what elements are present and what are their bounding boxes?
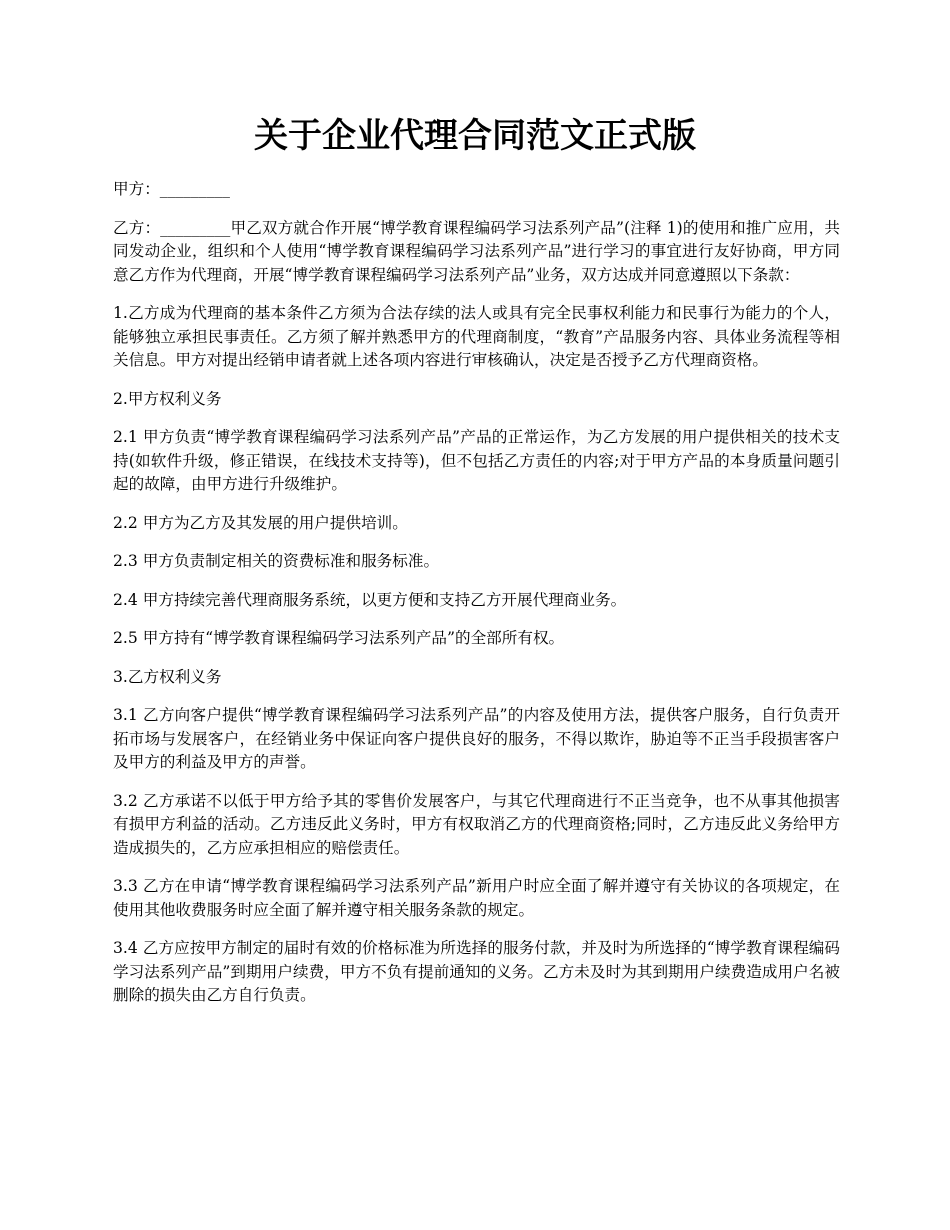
clause-2-4-paragraph: 2.4 甲方持续完善代理商服务系统，以更方便和支持乙方开展代理商业务。 xyxy=(113,590,627,609)
clause-2-5-paragraph: 2.5 甲方持有“博学教育课程编码学习法系列产品”的全部所有权。 xyxy=(113,629,565,647)
party-a-line: 甲方：_________ xyxy=(113,180,230,198)
section-2-heading: 2.甲方权利义务 xyxy=(113,389,222,408)
section-3-heading: 3.乙方权利义务 xyxy=(113,667,222,686)
clause-2-1-paragraph: 2.1 甲方负责“博学教育课程编码学习法系列产品”产品的正常运作，为乙方发展的用户提供相关的技术支持(如软件升级，修正错误，在线技术支持等)，但不包括乙方责任的内容;对于甲方产品的本身质量问题引起的故障，由甲方进行升级维护。 xyxy=(113,428,840,493)
clause-1-paragraph: 1.乙方成为代理商的基本条件乙方须为合法存续的法人或具有完全民事权利能力和民事行为能力的个人，能够独立承担民事责任。乙方须了解并熟悉甲方的代理商制度，“教育”产品服务内容、具体业务流程等相关信息。甲方对提出经销申请者就上述各项内容进行审核确认，决定是否授予乙方代理商资格。 xyxy=(113,304,840,369)
clause-3-2-paragraph: 3.2 乙方承诺不以低于甲方给予其的零售价发展客户，与其它代理商进行不正当竞争，也不从事其他损害有损甲方利益的活动。乙方违反此义务时，甲方有权取消乙方的代理商资格;同时，乙方违反此义务给甲方造成损失的，乙方应承担相应的赔偿责任。 xyxy=(113,791,840,857)
clause-2-3-paragraph: 2.3 甲方负责制定相关的资费标准和服务标准。 xyxy=(113,552,440,570)
clause-3-4-paragraph: 3.4 乙方应按甲方制定的届时有效的价格标准为所选择的服务付款，并及时为所选择的“博学教育课程编码学习法系列产品”到期用户续费，甲方不负有提前通知的义务。乙方未及时为其到期用户续费造成用户名被删除的损失由乙方自行负责。 xyxy=(113,939,840,1004)
document-title: 关于企业代理合同范文正式版 xyxy=(254,116,696,156)
document-body xyxy=(113,178,840,1023)
clause-2-2-paragraph: 2.2 甲方为乙方及其发展的用户提供培训。 xyxy=(113,513,408,532)
clause-3-1-paragraph: 3.1 乙方向客户提供“博学教育课程编码学习法系列产品”的内容及使用方法，提供客户服务，自行负责开拓市场与发展客户，在经销业务中保证向客户提供良好的服务，不得以欺诈，胁迫等不正当手段损害客户及甲方的利益及甲方的声誉。 xyxy=(113,706,840,771)
party-b-intro-paragraph: 乙方：_________甲乙双方就合作开展“博学教育课程编码学习法系列产品”(注释 1)的使用和推广应用，共同发动企业，组织和个人使用“博学教育课程编码学习法系列产品”进行学习的事宜进行友好协商，甲方同意乙方作为代理商，开展“博学教育课程编码学习法系列产品”业务，双方达成并同意遵照以下条款： xyxy=(113,218,840,284)
clause-3-3-paragraph: 3.3 乙方在申请“博学教育课程编码学习法系列产品”新用户时应全面了解并遵守有关协议的各项规定，在使用其他收费服务时应全面了解并遵守相关服务条款的规定。 xyxy=(113,877,840,919)
